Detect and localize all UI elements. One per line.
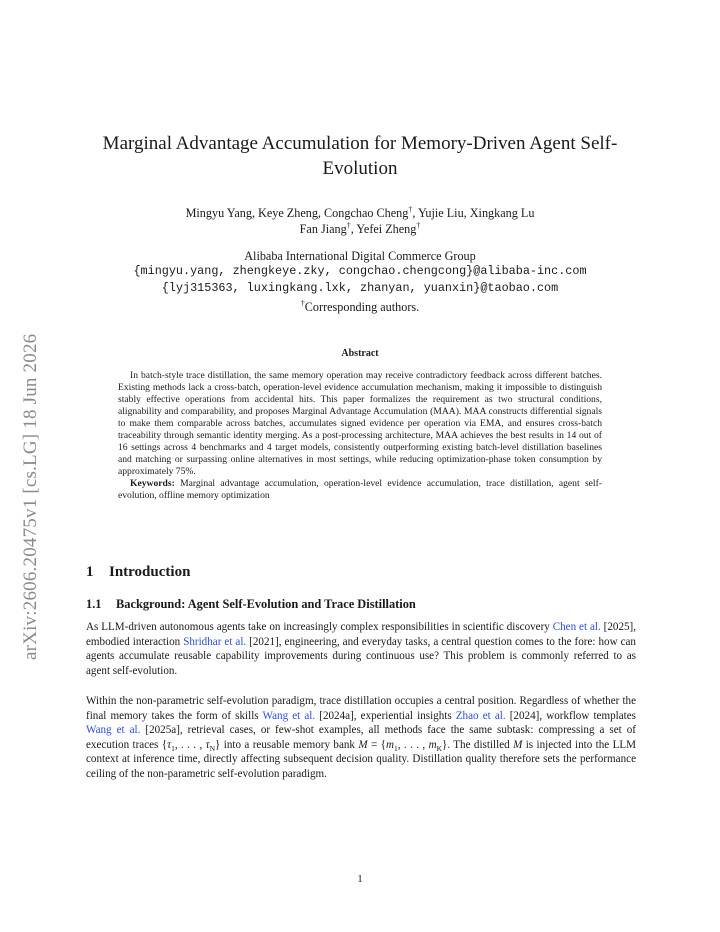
paragraph-1 xyxy=(86,620,636,678)
dagger-mark: † xyxy=(416,220,421,230)
abstract-heading: Abstract xyxy=(341,348,379,359)
paper-title: Marginal Advantage Accumulation for Memory-Driven Agent Self-Evolution xyxy=(102,133,618,179)
dagger-mark: † xyxy=(346,220,351,230)
citation-link[interactable]: Shridhar et al. xyxy=(183,635,247,648)
citation-year: [2024] xyxy=(505,709,540,722)
citation-year: [2025a] xyxy=(140,724,180,736)
subsection-heading-background xyxy=(86,597,636,612)
math-subscript: 1 xyxy=(394,743,398,753)
section-title: Introduction xyxy=(109,564,191,580)
citation-link[interactable]: Chen et al. xyxy=(552,621,601,633)
math-symbol: M xyxy=(358,738,368,751)
subsection-number: 1.1 xyxy=(86,597,102,611)
math-symbol: m xyxy=(428,738,437,751)
email-block xyxy=(60,263,660,297)
author-list xyxy=(60,205,660,237)
para-text: , engineering, and everyday tasks, a central question comes to the fore: how can agents accumulate reusable capability improvements during continuous use? This problem is commonly referred to as agent self-evolution. xyxy=(86,635,636,677)
para-text: , workflow templates xyxy=(539,709,636,722)
page-number: 1 xyxy=(357,873,363,885)
section-number: 1 xyxy=(86,564,94,580)
para-text: Within the non-parametric self-evolution paradigm, trace distillation occupies a central position. Regardless of whether the final memory takes the form of skills xyxy=(86,695,636,722)
math-subscript: K xyxy=(436,743,442,753)
citation-link[interactable]: Wang et al. xyxy=(262,709,316,722)
affiliation: Alibaba International Digital Commerce Group xyxy=(244,249,476,263)
citation-link[interactable]: Zhao et al. xyxy=(455,709,506,722)
para-text: } into a reusable memory bank xyxy=(215,738,359,751)
keywords-text: Marginal advantage accumulation, operation-level evidence accumulation, trace distillation, agent self-evolution, offline memory optimization xyxy=(118,478,602,501)
abstract-text: In batch-style trace distillation, the same memory operation may receive contradictory feedback across different batches. Existing methods lack a cross-batch, operation-level evidence accumulation mechanism, making it impossible to distinguish stably effective operations from accidental hits. This paper formalizes the requirement as two structural conditions, alignability and comparability, and proposes Marginal Advantage Accumulation (MAA). MAA constructs differential signals to make them comparable across batches, accumulates signed evidence per operation via EMA, and ensures cross-batch traceability through semantic identity merging. As a post-processing architecture, MAA achieves the best results in 14 out of 16 settings across 4 benchmarks and 4 target models, consistently outperforming existing batch-level distillation baselines and matching or surpassing online alternatives in most settings, while reducing optimization-phase token consumption by approximately 75%. xyxy=(118,370,602,477)
corresponding-note xyxy=(60,300,660,315)
para-text: , embodied interaction xyxy=(86,621,637,648)
dagger-mark: † xyxy=(300,298,305,308)
para-text: As LLM-driven autonomous agents take on increasingly complex responsibilities in scientific discovery xyxy=(86,621,553,633)
abstract-body xyxy=(118,370,602,502)
citation-year: [2025] xyxy=(600,621,634,633)
keywords xyxy=(118,478,602,502)
dagger-mark: † xyxy=(408,204,413,214)
keywords-label: Keywords: xyxy=(130,478,175,489)
math-text: , . . . , xyxy=(174,738,206,751)
paragraph-2 xyxy=(86,694,636,781)
authors-line-2b: , Yefei Zheng xyxy=(350,222,417,236)
authors-line-1-tail: , Yujie Liu, Xingkang Lu xyxy=(412,206,535,220)
para-text: }. The distilled xyxy=(442,738,514,751)
subsection-title: Background: Agent Self-Evolution and Trace Distillation xyxy=(116,597,416,611)
math-symbol: τ xyxy=(205,738,210,751)
para-text: is injected into the LLM context at inference time, directly affecting subsequent decision quality. Distillation quality therefore sets the performance ceiling of the non-parametric self-evolution paradigm. xyxy=(86,738,636,780)
citation-year: [2024a] xyxy=(315,709,354,722)
math-symbol: M xyxy=(513,738,523,751)
corresponding-text: Corresponding authors. xyxy=(304,300,420,314)
citation-link[interactable]: Wang et al. xyxy=(86,724,141,736)
arxiv-identifier: arXiv:2606.20475v1 [cs.LG] 18 Jun 2026 xyxy=(20,333,41,660)
para-text: , retrieval cases, or few-shot examples, all methods face the same subtask: compressing a set of execution traces { xyxy=(86,724,636,751)
math-text: = { xyxy=(367,738,386,751)
email-line-2: {lyj315363, luxingkang.lxk, zhanyan, yuanxin}@taobao.com xyxy=(161,281,559,295)
para-text: , experiential insights xyxy=(353,709,456,722)
math-symbol: τ xyxy=(167,738,172,751)
authors-line-1: Mingyu Yang, Keye Zheng, Congchao Cheng xyxy=(185,206,409,220)
authors-line-2a: Fan Jiang xyxy=(299,222,347,236)
math-symbol: m xyxy=(385,738,394,751)
math-subscript: 1 xyxy=(171,743,175,753)
math-subscript: N xyxy=(209,743,216,753)
math-text: , . . . , xyxy=(397,738,429,751)
section-heading-introduction xyxy=(86,564,636,581)
email-line-1: {mingyu.yang, zhengkeye.zky, congchao.chengcong}@alibaba-inc.com xyxy=(133,264,587,278)
citation-year: [2021] xyxy=(246,635,279,648)
